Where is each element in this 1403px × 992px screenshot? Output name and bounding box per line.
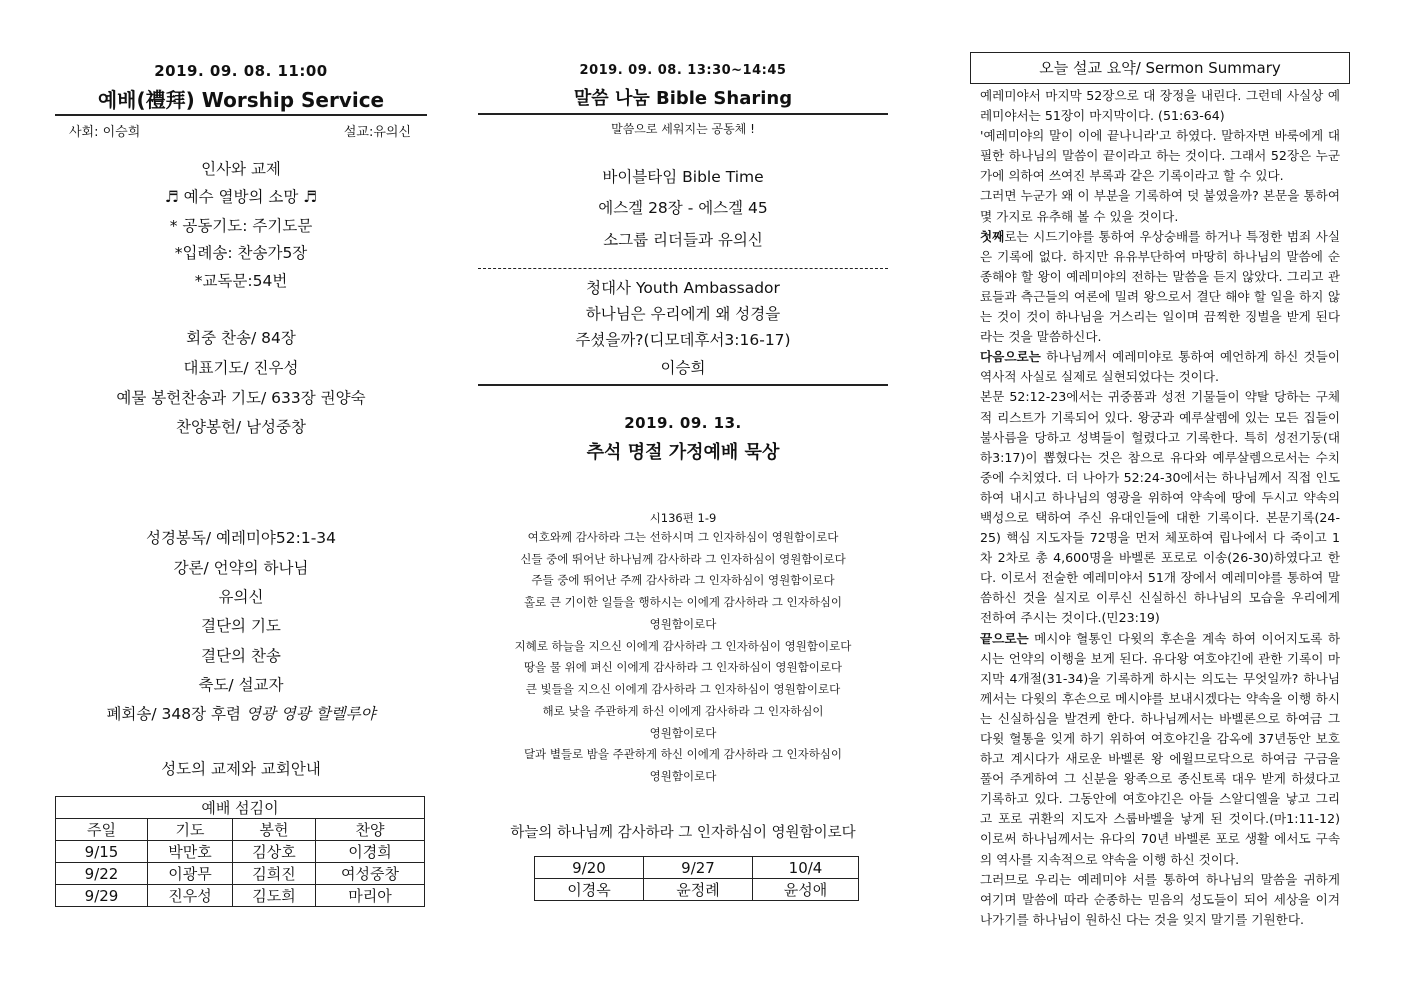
order-item: 결단의 찬송 bbox=[201, 647, 281, 665]
closing-hymn-refrain: 영광 영광 할렐루야 bbox=[245, 705, 376, 723]
table-cell: 이경희 bbox=[316, 841, 425, 863]
table-cell: 10/4 bbox=[753, 857, 859, 879]
psalm-line: 신들 중에 뛰어난 하나님께 감사하라 그 인자하심이 영원함이로다 bbox=[520, 552, 846, 566]
table-cell: 여성중창 bbox=[316, 863, 425, 885]
table-cell: 김상호 bbox=[233, 841, 316, 863]
order-item: 회중 찬송/ 84장 bbox=[186, 329, 296, 347]
dashed-divider bbox=[478, 268, 888, 269]
bible-bottom-divider bbox=[478, 384, 888, 386]
order-item: 인사와 교제 bbox=[201, 160, 281, 178]
bible-date: 2019. 09. 08. 13:30~14:45 bbox=[579, 63, 787, 78]
order-item: 결단의 기도 bbox=[201, 617, 281, 635]
sermon-paragraph: '예레미야의 말이 이에 끝나니라'고 하였다. 말하자면 바룩에게 대필한 하나님의 말씀이 끝이라고 하는 것이다. 그래서 52장은 누군가에 의하여 쓰여진 부록과 같은 기록이라고 할 수 있다. bbox=[980, 128, 1340, 184]
youth-line: 주셨을까?(디모데후서3:16-17) bbox=[575, 331, 791, 349]
table-header: 찬양 bbox=[316, 819, 425, 841]
psalm-line: 영원함이로다 bbox=[649, 726, 717, 740]
table-row bbox=[56, 819, 425, 841]
sermon-lead-first: 첫째 bbox=[980, 228, 1005, 244]
table-cell: 진우성 bbox=[148, 885, 233, 907]
psalm-line: 영원함이로다 bbox=[649, 617, 717, 631]
psalm-line: 땅을 물 위에 펴신 이에게 감사하라 그 인자하심이 영원함이로다 bbox=[523, 660, 843, 674]
fellowship-heading: 성도의 교제와 교회안내 bbox=[161, 760, 321, 778]
bible-time-line: 소그룹 리더들과 유의신 bbox=[603, 231, 763, 249]
youth-line: 이승희 bbox=[660, 359, 706, 377]
psalm-reference: 시136편 1-9 bbox=[649, 511, 717, 525]
psalm-line: 큰 빛들을 지으신 이에게 감사하라 그 인자하심이 영원함이로다 bbox=[525, 682, 841, 696]
serve-table-title: 예배 섬김이 bbox=[56, 797, 425, 819]
table-row bbox=[535, 857, 859, 879]
order-item: 유의신 bbox=[218, 588, 264, 606]
table-row bbox=[56, 863, 425, 885]
order-item: 강론/ 언약의 하나님 bbox=[173, 559, 309, 577]
sermon-paragraph-text: 로는 시드기야를 통하여 우상숭배를 하거나 특정한 범죄 사실은 기록에 없다. 하지만 유유부단하여 마땅히 하나님의 말씀에 순종해야 할 왕이 예레미야의 전하는 말씀을 듣지 않았다. 그리고 관료들과 측근들의 여론에 밀려 왕으로서 결단 해야 할 일을 하지 않는 것이 것이 하나님을 거스리는 일이며 끔찍한 징벌을 받게 된다 라는 것을 말씀하신다. bbox=[980, 228, 1340, 345]
table-cell: 9/20 bbox=[535, 857, 644, 879]
sermon-paragraph bbox=[980, 629, 1340, 870]
sermon-paragraph bbox=[980, 347, 1340, 387]
psalm-line: 달과 별들로 밤을 주관하게 하신 이에게 감사하라 그 인자하심이 bbox=[523, 747, 843, 761]
table-header: 봉헌 bbox=[233, 819, 316, 841]
order-item: 대표기도/ 진우성 bbox=[183, 359, 299, 377]
table-cell: 김희진 bbox=[233, 863, 316, 885]
order-item: * 공동기도: 주기도문 bbox=[169, 217, 313, 235]
chuseok-title: 추석 명절 가정예배 묵상 bbox=[586, 442, 780, 463]
psalm-line: 해로 낮을 주관하게 하신 이에게 감사하라 그 인자하심이 bbox=[542, 704, 824, 718]
sermon-lead-next: 다음으로는 bbox=[980, 349, 1041, 365]
table-cell: 박만호 bbox=[148, 841, 233, 863]
table-cell: 9/27 bbox=[644, 857, 753, 879]
sermon-paragraph: 그러므로 우리는 예레미야 서를 통하여 하나님의 말씀을 귀하게 여기며 말씀에 따라 순종하는 믿음의 성도들이 되어 세상을 이겨 나가기를 하나님이 원하신 다는 것을 잊지 말기를 기원한다. bbox=[980, 871, 1340, 927]
table-cell: 이경옥 bbox=[535, 879, 644, 901]
worship-divider bbox=[55, 114, 427, 116]
psalm-line: 지혜로 하늘을 지으신 이에게 감사하라 그 인자하심이 영원함이로다 bbox=[514, 639, 852, 653]
table-row bbox=[535, 879, 859, 901]
table-cell: 마리아 bbox=[316, 885, 425, 907]
worship-date: 2019. 09. 08. 11:00 bbox=[154, 62, 328, 80]
table-row bbox=[56, 885, 425, 907]
youth-line: 청대사 Youth Ambassador bbox=[586, 279, 780, 297]
table-cell: 9/15 bbox=[56, 841, 148, 863]
bible-title: 말씀 나눔 Bible Sharing bbox=[573, 88, 793, 109]
order-item: *교독문:54번 bbox=[194, 272, 288, 290]
youth-line: 하나님은 우리에게 왜 성경을 bbox=[585, 305, 781, 323]
sermon-summary-body bbox=[980, 86, 1340, 930]
chuseok-closing: 하늘의 하나님께 감사하라 그 인자하심이 영원함이로다 bbox=[510, 825, 856, 841]
closing-hymn-prefix: 폐회송/ 348장 후렴 bbox=[106, 705, 246, 723]
table-row bbox=[56, 841, 425, 863]
serve-table bbox=[55, 796, 425, 907]
sermon-paragraph: 예레미야서 마지막 52장으로 대 장정을 내린다. 그런데 사실상 예레미야서는 51장이 마지막이다. (51:63-64) bbox=[980, 88, 1340, 124]
preacher-label: 설교:유의신 bbox=[343, 125, 411, 140]
bible-motto: 말씀으로 세워지는 공동체 ! bbox=[611, 122, 755, 136]
order-item: 성경봉독/ 예레미야52:1-34 bbox=[145, 529, 337, 547]
sermon-summary-title: 오늘 설교 요약/ Sermon Summary bbox=[970, 52, 1350, 84]
order-item: *입례송: 찬송가5장 bbox=[174, 244, 308, 262]
table-cell: 윤성애 bbox=[753, 879, 859, 901]
order-item: 축도/ 설교자 bbox=[198, 676, 284, 694]
order-item: ♬ 예수 열방의 소망 ♬ bbox=[164, 188, 318, 206]
bible-time-line: 바이블타임 Bible Time bbox=[602, 168, 764, 186]
bible-divider bbox=[478, 113, 888, 115]
table-header: 기도 bbox=[148, 819, 233, 841]
bible-time-line: 에스겔 28장 - 에스겔 45 bbox=[598, 199, 768, 217]
order-item: 찬양봉헌/ 남성중창 bbox=[176, 418, 306, 436]
worship-title: 예배(禮拜) Worship Service bbox=[97, 88, 385, 112]
sermon-paragraph-text: 메시야 혈통인 다윗의 후손을 계속 하여 이어지도록 하시는 언약의 이행을 보게 된다. 유다왕 여호야긴에 관한 기록이 마지막 4개절(31-34)을 기록하게 하시는 의도는 무엇일까? 하나님께서는 다윗의 후손으로 메시야를 보내시겠다는 약속을 이행 하시는 신실하심을 발견케 한다. 하나님께서는 바벨론으로 하여금 그 다윗 혈통을 잊게 하기 위하여 여호야긴을 감옥에 37년동안 보호하고 계시다가 새로운 바벨론 왕 에윌므로닥으로 하여금 구금을 풀어 주게하여 그 신분을 왕족으로 종신토록 대우 받게 하셨다고 기록하고 있다. 그동안에 여호야긴은 아들 스알디엘을 낳고 그리고 포로 귀환의 지도자 스룹바벨을 낳게 된 것이다.(마1:11-12) 이로써 하나님께서는 유다의 70년 바벨론 포로 생활 에서도 구속의 역사를 지속적으로 약속을 이행 하신 것이다. bbox=[980, 630, 1340, 867]
presider-label: 사회: 이승희 bbox=[69, 125, 141, 140]
table-cell: 김도희 bbox=[233, 885, 316, 907]
chuseok-date: 2019. 09. 13. bbox=[624, 414, 742, 432]
table-header: 주일 bbox=[56, 819, 148, 841]
psalm-line: 주들 중에 뛰어난 주께 감사하라 그 인자하심이 영원함이로다 bbox=[531, 573, 835, 587]
sermon-paragraph-text: 하나님께서 예레미야로 통하여 예언하게 하신 것들이 역사적 사실로 실제로 실현되었다는 것이다. bbox=[980, 349, 1340, 385]
closing-hymn bbox=[55, 702, 427, 724]
psalm-line: 홀로 큰 기이한 일들을 행하시는 이에게 감사하라 그 인자하심이 bbox=[523, 595, 843, 609]
order-item: 예물 봉헌찬송과 기도/ 633장 권양숙 bbox=[116, 389, 366, 407]
table-cell: 9/29 bbox=[56, 885, 148, 907]
psalm-line: 여호와께 감사하라 그는 선하시며 그 인자하심이 영원함이로다 bbox=[527, 530, 839, 544]
psalm-line: 영원함이로다 bbox=[649, 769, 717, 783]
chuseok-table bbox=[534, 856, 859, 901]
sermon-paragraph bbox=[980, 227, 1340, 348]
sermon-lead-last: 끝으로는 bbox=[980, 630, 1029, 646]
table-cell: 이광무 bbox=[148, 863, 233, 885]
table-cell: 9/22 bbox=[56, 863, 148, 885]
sermon-paragraph: 본문 52:12-23에서는 귀중품과 성전 기물들이 약탈 당하는 구체적 리스트가 기록되어 있다. 왕궁과 예루살렘에 있는 모든 집들이 불사름을 당하고 성벽들이 헐렸다고 기록한다. 특히 성전기둥(대하3:17)이 뽑혔다는 것은 참으로 유다와 예루살렘으로서는 수치중에 수치였다. 더 나아가 52:24-30에서는 하나님께서 직접 인도하여 내시고 하나님의 영광을 위하여 약속에 땅에 두시고 약속의 백성으로 택하여 주신 유대인들에 대한 기록이다. 본문기록(24-25) 핵심 지도자들 72명을 먼저 체포하여 립나에서 다 죽이고 1차 2차로 총 4,600명을 바벨론 포로로 이송(26-30)하였다고 한다. 이로서 전술한 예레미야서 51개 장에서 예레미야를 통하여 말씀하신 것을 실지로 이루신 신실하신 하나님의 모습을 우리에게 전하여 주시는 것이다.(민23:19) bbox=[980, 389, 1340, 626]
sermon-paragraph: 그러면 누군가 왜 이 부분을 기록하여 덧 붙였을까? 본문을 통하여 몇 가지로 유추해 볼 수 있을 것이다. bbox=[980, 188, 1340, 224]
table-cell: 윤정례 bbox=[644, 879, 753, 901]
